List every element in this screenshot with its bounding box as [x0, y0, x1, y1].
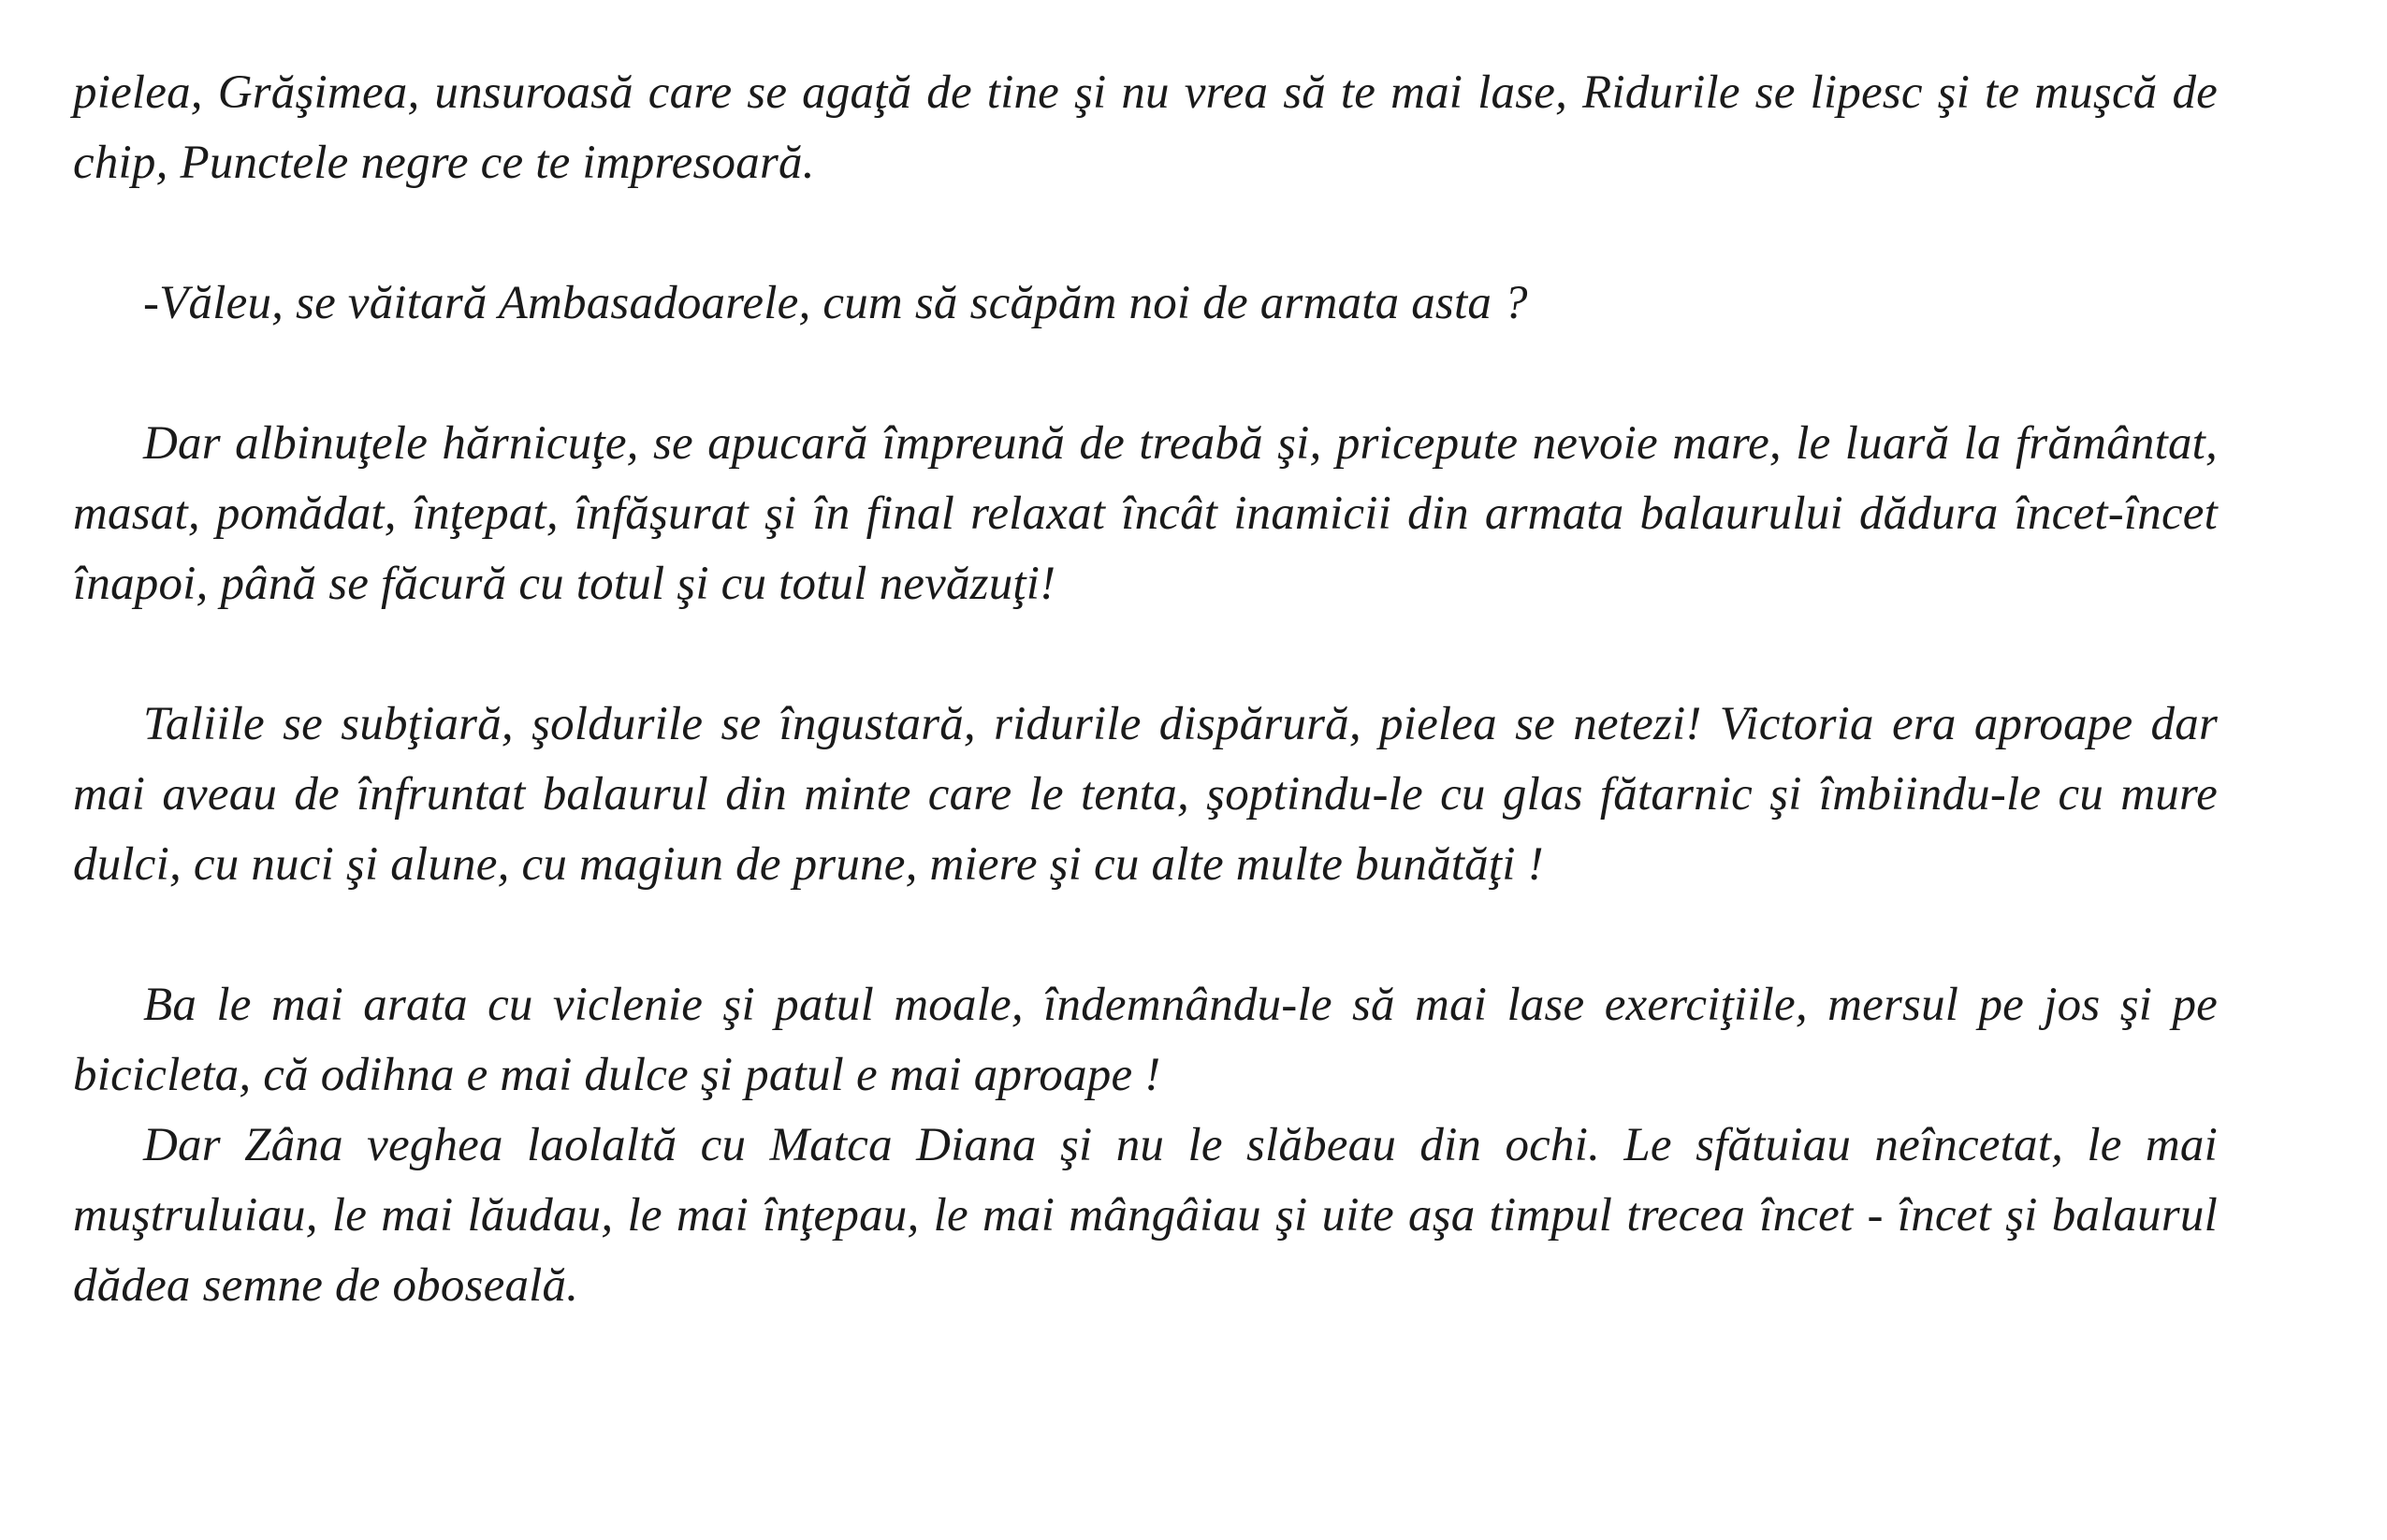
paragraph-gap	[73, 900, 2218, 970]
paragraph-4: Taliile se subţiară, şoldurile se îngustară, ridurile dispărură, pielea se netezi! Victoria era aproape dar mai aveau de înfruntat balaurul din minte care le tenta, şoptindu-le cu glas fătarnic şi îmbiindu-le cu mure dulci, cu nuci şi alune, cu magiun de prune, miere şi cu alte multe bunătăţi !	[73, 698, 2218, 891]
paragraph-5: Ba le mai arata cu viclenie şi patul moale, îndemnându-le să mai lase exerciţiile, mersul pe jos şi pe bicicleta, că odihna e mai dulce şi patul e mai aproape !	[73, 979, 2218, 1101]
paragraph-6: Dar Zâna veghea laolaltă cu Matca Diana şi nu le slăbeau din ochi. Le sfătuiau neîncetat, le mai muştruluiau, le mai lăudau, le mai înţepau, le mai mângâiau şi uite aşa timpul trecea încet - încet şi balaurul dădea semne de oboseală.	[73, 1119, 2218, 1312]
paragraph-gap	[73, 619, 2218, 690]
paragraph-2: -Văleu, se văitară Ambasadoarele, cum să scăpăm noi de armata asta ?	[143, 277, 1528, 329]
paragraph-3: Dar albinuţele hărnicuţe, se apucară împreună de treabă şi, pricepute nevoie mare, le luară la frământat, masat, pomădat, înţepat, înfăşurat şi în final relaxat încât inamicii din armata balaurului dădura încet-încet înapoi, până se făcură cu totul şi cu totul nevăzuţi!	[73, 417, 2218, 610]
document-page	[73, 58, 2218, 1321]
paragraph-gap	[73, 339, 2218, 409]
paragraph-gap	[73, 198, 2218, 269]
paragraph-1: pielea, Grăşimea, unsuroasă care se agaţă de tine şi nu vrea să te mai lase, Ridurile se lipesc şi te muşcă de chip, Punctele negre ce te impresoară.	[73, 66, 2218, 189]
